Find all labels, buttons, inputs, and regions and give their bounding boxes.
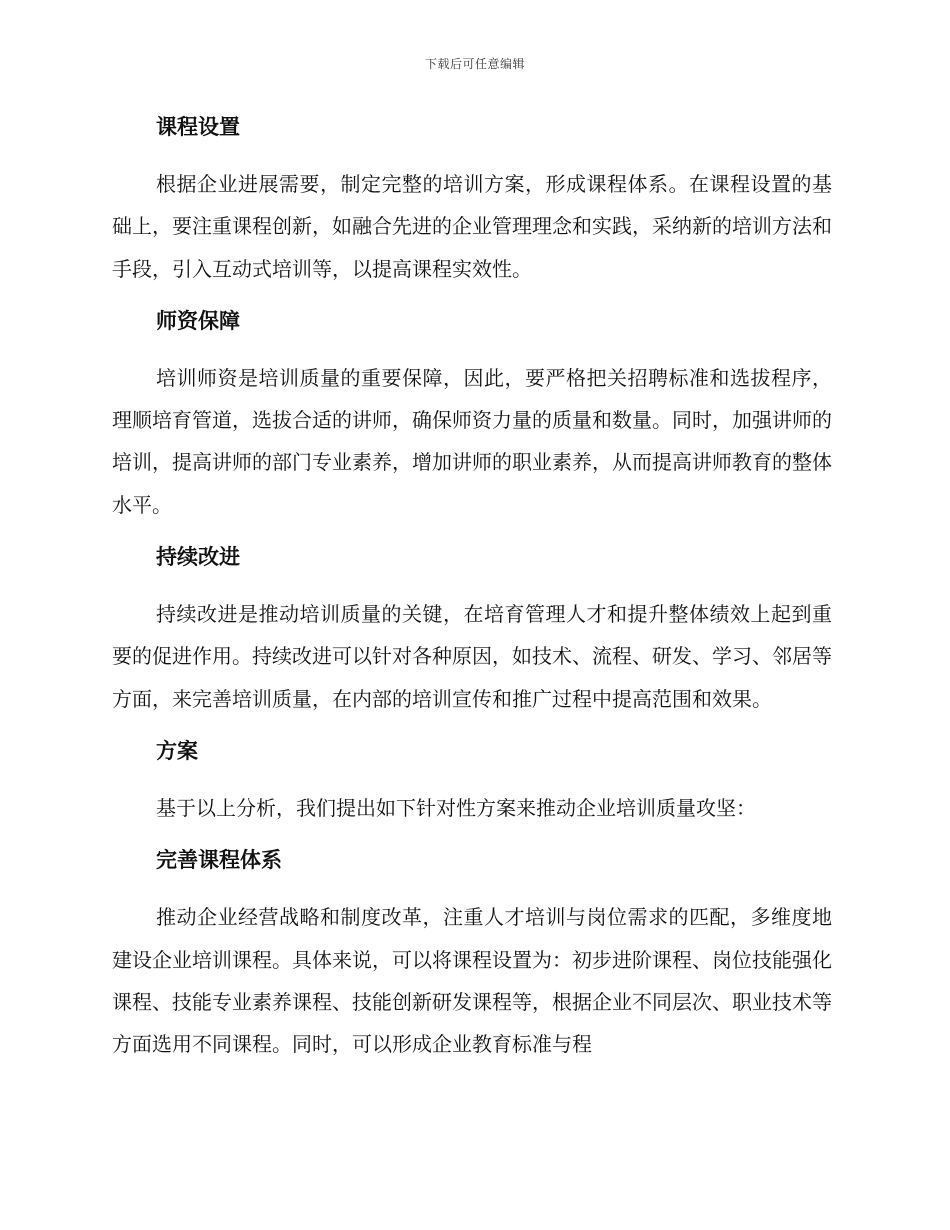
section-paragraph-course-setup: 根据企业进展需要，制定完整的培训方案，形成课程体系。在课程设置的基础上，要注重课程创新，如融合先进的企业管理理念和实践，采纳新的培训方法和手段，引入互动式培训等，以提高课程实效性。 [112, 172, 832, 281]
section-paragraph-improve-course-system: 推动企业经营战略和制度改革，注重人才培训与岗位需求的匹配，多维度地建设企业培训课程。具体来说，可以将课程设置为：初步进阶课程、岗位技能强化课程、技能专业素养课程、技能创新研发课程等，根据企业不同层次、职业技术等方面选用不同课程。同时，可以形成企业教育标准与程 [112, 905, 832, 1057]
section-heading-course-setup: 课程设置 [156, 115, 240, 139]
page-header: 下载后可任意编辑 [424, 57, 525, 71]
section-heading-improve-course-system: 完善课程体系 [156, 848, 282, 873]
section-paragraph-plan: 基于以上分析，我们提出如下针对性方案来推动企业培训质量攻坚： [156, 795, 756, 820]
section-paragraph-teacher-support: 培训师资是培训质量的重要保障，因此，要严格把关招聘标准和选拔程序，理顺培育管道，选拔合适的讲师，确保师资力量的质量和数量。同时，加强讲师的培训，提高讲师的部门专业素养，增加讲师的职业素养，从而提高讲师教育的整体水平。 [112, 365, 832, 517]
section-paragraph-continuous-improvement: 持续改进是推动培训质量的关键，在培育管理人才和提升整体绩效上起到重要的促进作用。持续改进可以针对各种原因，如技术、流程、研发、学习、邻居等方面，来完善培训质量，在内部的培训宣传和推广过程中提高范围和效果。 [112, 602, 832, 711]
document-body [112, 108, 832, 1065]
section-heading-continuous-improvement: 持续改进 [156, 545, 240, 570]
section-heading-teacher-support: 师资保障 [156, 308, 240, 333]
section-heading-plan: 方案 [156, 738, 198, 763]
